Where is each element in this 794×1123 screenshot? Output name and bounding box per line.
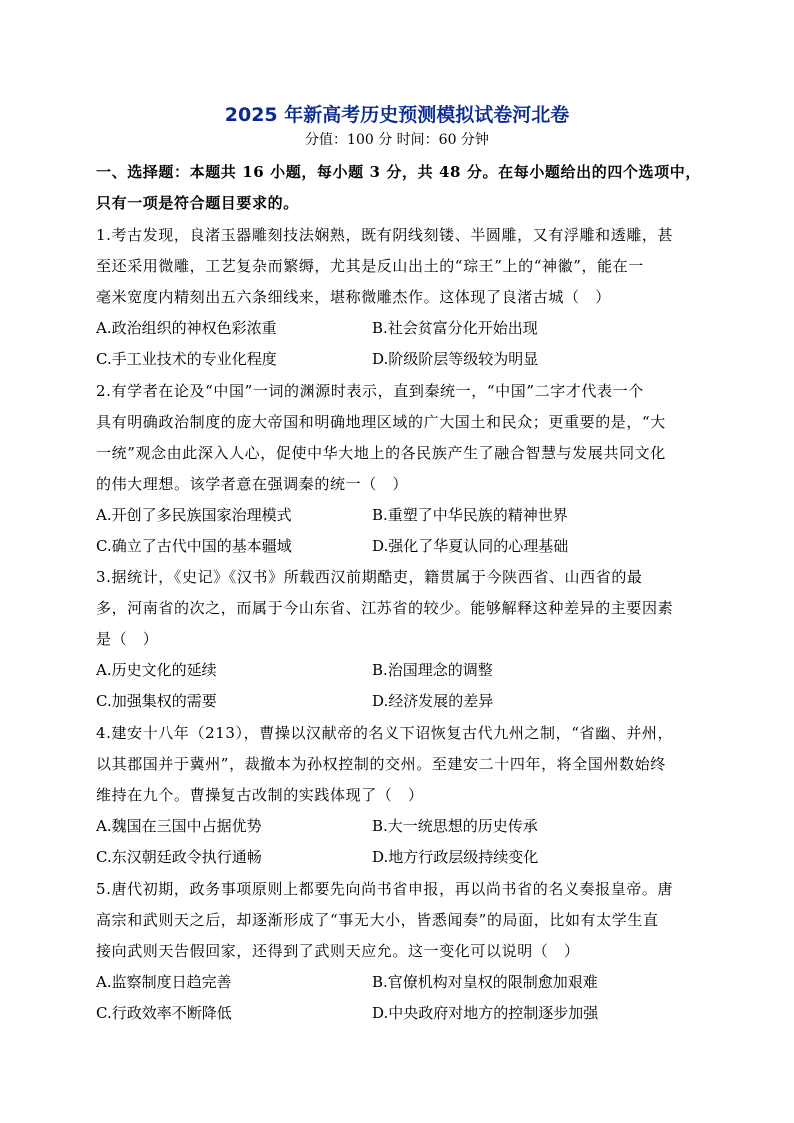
question-3-option-c[interactable]: C.加强集权的需要 xyxy=(96,692,217,710)
question-3-line-1: 3.据统计，《史记》《汉书》所载西汉前期酷吏，籍贯属于今陕西省、山西省的最 xyxy=(96,568,643,586)
question-3-option-b[interactable]: B.治国理念的调整 xyxy=(372,661,493,679)
question-1-option-d[interactable]: D.阶级阶层等级较为明显 xyxy=(372,350,539,368)
question-4-line-2: 以其郡国并于冀州”，裁撤本为孙权控制的交州。至建安二十四年，将全国州数始终 xyxy=(96,755,666,773)
question-5-option-b[interactable]: B.官僚机构对皇权的限制愈加艰难 xyxy=(372,973,598,991)
question-4-option-a[interactable]: A.魏国在三国中占据优势 xyxy=(96,817,262,835)
question-5-line-2: 高宗和武则天之后，却逐渐形成了“事无大小，皆悉闻奏”的局面，比如有太学生直 xyxy=(96,911,659,929)
question-1-option-b[interactable]: B.社会贫富分化开始出现 xyxy=(372,319,538,337)
question-3-option-a[interactable]: A.历史文化的延续 xyxy=(96,661,217,679)
question-5-option-d[interactable]: D.中央政府对地方的控制逐步加强 xyxy=(372,1004,599,1022)
question-2-line-1: 2.有学者在论及“中国”一词的渊源时表示，直到秦统一，“中国”二字才代表一个 xyxy=(96,382,644,400)
question-2-option-a[interactable]: A.开创了多民族国家治理模式 xyxy=(96,506,292,524)
question-1-option-a[interactable]: A.政治组织的神权色彩浓重 xyxy=(96,319,277,337)
question-4-line-1: 4.建安十八年（213），曹操以汉献帝的名义下诏恢复古代九州之制，“省幽、并州， xyxy=(96,724,674,742)
question-2-option-b[interactable]: B.重塑了中华民族的精神世界 xyxy=(372,506,568,524)
question-1-line-3: 毫米宽度内精刻出五六条细线来，堪称微雕杰作。这体现了良渚古城（ ） xyxy=(96,288,611,306)
question-1-line-1: 1.考古发现，良渚玉器雕刻技法娴熟，既有阴线刻镂、半圆雕，又有浮雕和透雕，甚 xyxy=(96,226,674,244)
question-2-line-2: 具有明确政治制度的庞大帝国和明确地理区域的广大国土和民众；更重要的是，“大 xyxy=(96,413,666,431)
question-5-option-a[interactable]: A.监察制度日趋完善 xyxy=(96,973,232,991)
question-2-option-c[interactable]: C.确立了古代中国的基本疆域 xyxy=(96,537,292,555)
question-3-line-2: 多，河南省的次之，而属于今山东省、江苏省的较少。能够解释这种差异的主要因素 xyxy=(96,599,674,617)
section-heading-cont: 只有一项是符合题目要求的。 xyxy=(96,194,299,212)
question-3-option-d[interactable]: D.经济发展的差异 xyxy=(372,692,494,710)
question-4-option-b[interactable]: B.大一统思想的历史传承 xyxy=(372,817,538,835)
question-1-line-2: 至还采用微雕，工艺复杂而繁缛，尤其是反山出土的“琮王”上的“神徽”，能在一 xyxy=(96,257,644,275)
question-4-option-d[interactable]: D.地方行政层级持续变化 xyxy=(372,848,539,866)
question-1-option-c[interactable]: C.手工业技术的专业化程度 xyxy=(96,350,277,368)
page-title: 2025 年新高考历史预测模拟试卷河北卷 xyxy=(224,104,570,126)
question-5-option-c[interactable]: C.行政效率不断降低 xyxy=(96,1004,232,1022)
question-4-line-3: 维持在九个。曹操复古改制的实践体现了（ ） xyxy=(96,786,424,804)
section-heading: 一、选择题：本题共 16 小题，每小题 3 分，共 48 分。在每小题给出的四个选项中， xyxy=(96,163,701,181)
question-5-line-3: 接向武则天告假回家，还得到了武则天应允。这一变化可以说明（ ） xyxy=(96,942,580,960)
score-time-info: 分值：100 分 时间：60 分钟 xyxy=(305,132,489,148)
question-2-line-4: 的伟大理想。该学者意在强调秦的统一（ ） xyxy=(96,475,409,493)
question-3-line-3: 是（ ） xyxy=(96,630,159,648)
question-2-line-3: 一统”观念由此深入人心，促使中华大地上的各民族产生了融合智慧与发展共同文化 xyxy=(96,444,666,462)
question-2-option-d[interactable]: D.强化了华夏认同的心理基础 xyxy=(372,537,569,555)
question-4-option-c[interactable]: C.东汉朝廷政令执行通畅 xyxy=(96,848,262,866)
question-5-line-1: 5.唐代初期，政务事项原则上都要先向尚书省申报，再以尚书省的名义奏报皇帝。唐 xyxy=(96,880,674,898)
